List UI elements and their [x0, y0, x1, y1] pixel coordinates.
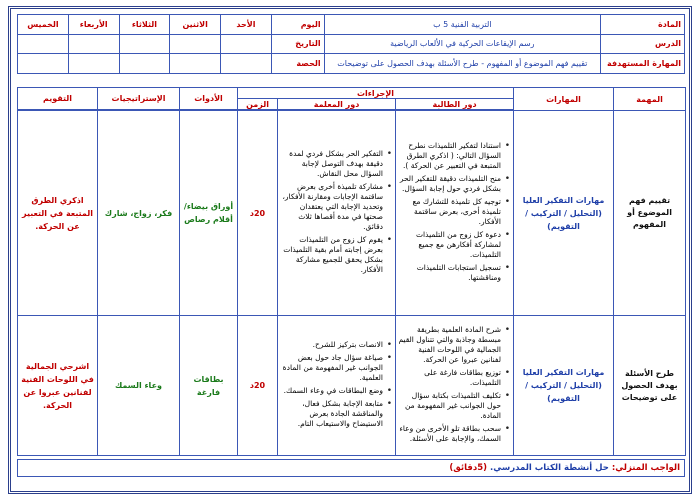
header-table: [17, 14, 685, 74]
day-label: اليوم: [271, 15, 324, 35]
student-role-cell: [396, 316, 514, 456]
list-item: • سحب بطاقة تلو الأخرى من وعاء السمك، والإجابة على الأسئلة.: [398, 424, 501, 444]
subject-label: المادة: [601, 15, 685, 35]
evaluation-cell: اشرحي الجمالية في اللوحات الفنية لفنانين عبروا عن الحركة.: [18, 316, 98, 456]
date-cell-2: [170, 34, 221, 54]
col-teacher-role: دور المعلمة: [278, 99, 396, 110]
strategies-cell: وعاء السمك: [98, 316, 180, 456]
homework-label: الواجب المنزلي:: [611, 463, 680, 473]
col-evaluation: التقويم: [18, 88, 98, 110]
list-item: • الانصات بتركيز للشرح.: [280, 340, 383, 350]
skills-cell: مهارات التفكير العليا (التحليل / التركيب / التقويم): [514, 316, 614, 456]
day-sunday: الأحد: [221, 15, 272, 35]
teacher-role-cell: [278, 111, 396, 316]
list-item: • منح التلميذات دقيقة للتفكير الحر بشكل فردي حول إجابة السؤال.: [398, 174, 501, 194]
list-item: • توجيه كل تلميذة للتشارك مع تلميذة أخرى، بعرض ساقتمة الأفكار.: [398, 197, 501, 227]
list-item: • مشاركة تلميذة أخرى بعرض ساقتمة الإجابات ومقارنة الأفكار، وتحديد الإجابة التي يعتقدان صحتها في مدة أقصاها ثلاث دقائق.: [280, 182, 383, 232]
task-cell: تقييم فهم الموضوع أو المفهوم: [614, 111, 686, 316]
time-cell: 20د: [238, 111, 278, 316]
lesson-plan-page: [8, 6, 692, 494]
col-task: المهمة: [614, 88, 686, 111]
list-item: • تسجيل استجابات التلميذات ومناقشتها.: [398, 263, 501, 283]
period-cell-4: [68, 54, 119, 74]
list-item: • صياغة سؤال جاد حول بعض الجوانب غير المفهومة من المادة العلمية.: [280, 353, 383, 383]
tools-cell: بطاقات فارغة: [180, 316, 238, 456]
day-tuesday: الثلاثاء: [119, 15, 170, 35]
period-cell-5: [18, 54, 69, 74]
col-tools: الأدوات: [180, 88, 238, 110]
target-skill-value: تقييم فهم الموضوع أو المفهوم - طرح الأسئلة بهدف الحصول على توضيحات: [324, 54, 601, 74]
table-row: [18, 316, 686, 456]
date-cell-1: [221, 34, 272, 54]
col-student-role: دور الطالبة: [396, 99, 514, 110]
col-strategies: الإستراتيجيات: [98, 88, 180, 110]
evaluation-cell: اذكري الطرق المتبعة في التعبير عن الحركة.: [18, 111, 98, 316]
col-time: الزمن: [238, 99, 278, 110]
period-cell-1: [221, 54, 272, 74]
list-item: • توزيع بطاقات فارغة على التلميذات.: [398, 368, 501, 388]
list-item: • متابعة الإجابة بشكل فعال، والمناقشة الجادة بعرض الاستيضاح والاستيعاب التام.: [280, 399, 383, 429]
strategies-cell: فكر، زواج، شارك: [98, 111, 180, 316]
homework-text: حل أنشطة الكتاب المدرسي.: [490, 463, 609, 473]
lesson-label: الدرس: [601, 34, 685, 54]
time-cell: 20د: [238, 316, 278, 456]
list-item: • التفكير الحر بشكل فردي لمدة دقيقة بهدف التوصل لإجابة السؤال محل النقاش.: [280, 149, 383, 179]
procedures-table: [17, 87, 686, 456]
day-thursday: الخميس: [18, 15, 69, 35]
day-wednesday: الأربعاء: [68, 15, 119, 35]
homework-bar: [17, 459, 685, 477]
homework-time: (5دقائق): [449, 463, 488, 473]
date-cell-5: [18, 34, 69, 54]
table-row: [18, 111, 686, 316]
date-cell-3: [119, 34, 170, 54]
tools-cell: أوراق بيضاء/ أقلام رصاص: [180, 111, 238, 316]
subject-value: التربية الفنية 5 ب: [324, 15, 601, 35]
lesson-value: رسم الإيقاعات الحركية في الألعاب الرياضية: [324, 34, 601, 54]
student-role-cell: [396, 111, 514, 316]
list-item: • يقوم كل زوج من التلميذات بعرض إجابته أمام بقية التلميذات بشكل يحقق للجميع مشاركة الأفكار.: [280, 235, 383, 275]
list-item: • تكليف التلميذات بكتابة سؤال حول الجوانب غير المفهومة من المادة.: [398, 391, 501, 421]
list-item: • استنادا لتفكير التلميذات نطرح السؤال التالي: ( اذكري الطرق المتبعة في التعبير عن الحركة ).: [398, 141, 501, 171]
list-item: • شرح المادة العلمية بطريقة مبسطة وجاذبة والتي تتناول القيم الجمالية في اللوحات الفنية لفنانين عبروا عن الحركة.: [398, 325, 501, 365]
target-skill-label: المهارة المستهدفة: [601, 54, 685, 74]
period-cell-3: [119, 54, 170, 74]
date-label: التاريخ: [271, 34, 324, 54]
skills-cell: مهارات التفكير العليا (التحليل / التركيب / التقويم): [514, 111, 614, 316]
list-item: • دعوة كل زوج من التلميذات لمشاركة أفكارهن مع جميع التلميذات.: [398, 230, 501, 260]
day-monday: الاثنين: [170, 15, 221, 35]
period-label: الحصة: [271, 54, 324, 74]
date-cell-4: [68, 34, 119, 54]
list-item: • وضع البطاقات في وعاء السمك.: [280, 386, 383, 396]
col-skills: المهارات: [514, 88, 614, 111]
task-cell: طرح الأسئلة بهدف الحصول على توضيحات: [614, 316, 686, 456]
col-procedures: الإجراءات: [238, 88, 514, 99]
period-cell-2: [170, 54, 221, 74]
teacher-role-cell: [278, 316, 396, 456]
